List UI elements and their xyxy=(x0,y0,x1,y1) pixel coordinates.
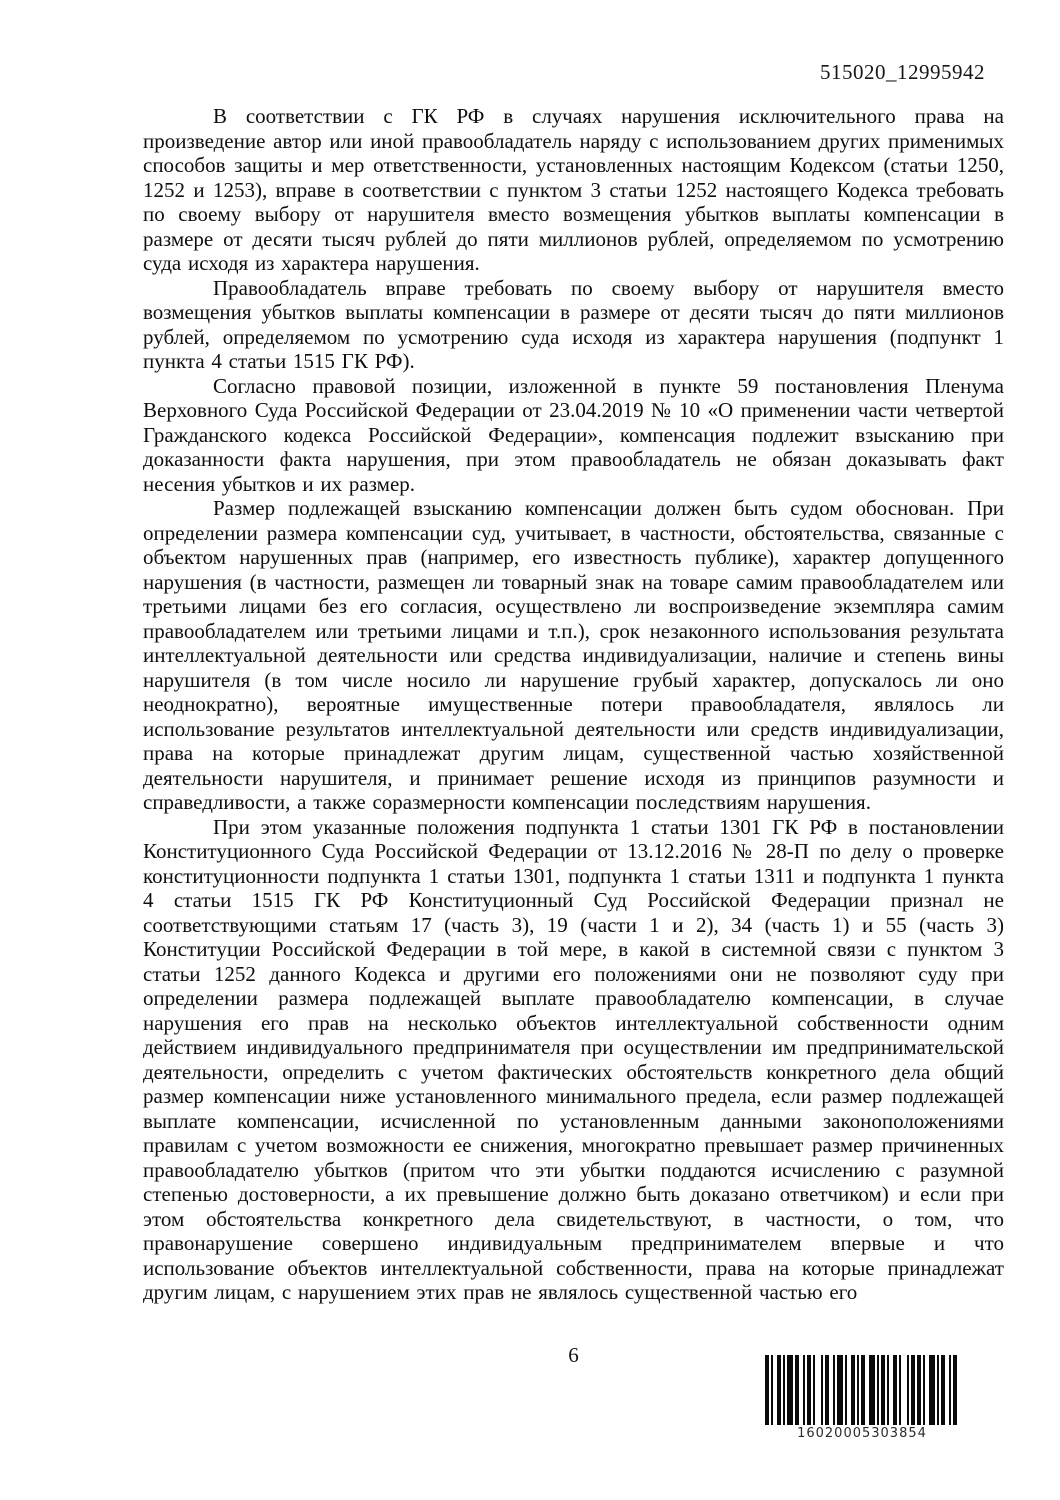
page-number: 6 xyxy=(568,1343,579,1367)
paragraph-pravoobladatel: Правообладатель вправе требовать по своему выбору от нарушителя вместо возмещения убытков выплаты компенсации в размере от десяти тысяч до пяти миллионов рублей, определяемом по усмотрению суда исходя из характера нарушения (подпункт 1 пункта 4 статьи 1515 ГК РФ). xyxy=(143,275,1004,373)
paragraph-intro-gk-rf: В соответствии с ГК РФ в случаях нарушения исключительного права на произведение автор или иной правообладатель наряду с использованием других применимых способов защиты и мер ответственности, установленных настоящим Кодексом (статьи 1250, 1252 и 1253), вправе в соответствии с пунктом 3 статьи 1252 настоящего Кодекса требовать по своему выбору от нарушителя вместо возмещения убытков выплаты компенсации в размере от десяти тысяч рублей до пяти миллионов рублей, определяемом по усмотрению суда исходя из характера нарушения. xyxy=(143,104,1004,275)
barcode-image xyxy=(765,1355,959,1425)
paragraph-konstitucionny-sud: При этом указанные положения подпункта 1 статьи 1301 ГК РФ в постановлении Конституционного Суда Российской Федерации от 13.12.2016 № 28-П по делу о проверке конституционности подпункта 1 статьи 1301, подпункта 1 статьи 1311 и подпункта 1 пункта 4 статьи 1515 ГК РФ Конституционный Суд Российской Федерации признал не соответствующими статьям 17 (часть 3), 19 (части 1 и 2), 34 (часть 1) и 55 (часть 3) Конституции Российской Федерации в той мере, в какой в системной связи с пунктом 3 статьи 1252 данного Кодекса и другими его положениями они не позволяют суду при определении размера подлежащей выплате правообладателю компенсации, в случае нарушения его прав на несколько объектов интеллектуальной собственности одним действием индивидуального предпринимателя при осуществлении им предпринимательской деятельности, определить с учетом фактических обстоятельств конкретного дела общий размер компенсации ниже установленного минимального предела, если размер подлежащей выплате компенсации, исчисленной по установленным данными законоположениями правилам с учетом возможности ее снижения, многократно превышает размер причиненных правообладателю убытков (притом что эти убытки поддаются исчислению с разумной степенью достоверности, а их превышение должно быть доказано ответчиком) и если при этом обстоятельства конкретного дела свидетельствуют, в частности, о том, что правонарушение совершено индивидуальным предпринимателем впервые и что использование объектов интеллектуальной собственности, права на которые принадлежат другим лицам, с нарушением этих прав не являлось существенной частью его xyxy=(143,814,1004,1304)
paragraph-razmer-kompensacii: Размер подлежащей взысканию компенсации должен быть судом обоснован. При определении размера компенсации суд, учитывает, в частности, обстоятельства, связанные с объектом нарушенных прав (например, его известность публике), характер допущенного нарушения (в частности, размещен ли товарный знак на товаре самим правообладателем или третьими лицами без его согласия, осуществлено ли воспроизведение экземпляра самим правообладателем или третьими лицами и т.п.), срок незаконного использования результата интеллектуальной деятельности или средства индивидуализации, наличие и степень вины нарушителя (в том числе носило ли нарушение грубый характер, допускалось ли оно неоднократно), вероятные имущественные потери правообладателя, являлось ли использование результатов интеллектуальной деятельности или средств индивидуализации, права на которые принадлежат другим лицам, существенной частью хозяйственной деятельности нарушителя, и принимает решение исходя из принципов разумности и справедливости, а также соразмерности компенсации последствиям нарушения. xyxy=(143,496,1004,814)
document-header xyxy=(0,60,985,85)
paragraph-plenum-59: Согласно правовой позиции, изложенной в пункте 59 постановления Пленума Верховного Суда Российской Федерации от 23.04.2019 № 10 «О применении части четвертой Гражданского кодекса Российской Федерации», компенсация подлежит взысканию при доказанности факта нарушения, при этом правообладатель не обязан доказывать факт несения убытков и их размер. xyxy=(143,373,1004,496)
barcode xyxy=(765,1355,959,1441)
document-body xyxy=(143,104,1004,1305)
barcode-number: 16020005303854 xyxy=(797,1426,927,1441)
document-code: 515020_12995942 xyxy=(820,60,985,84)
